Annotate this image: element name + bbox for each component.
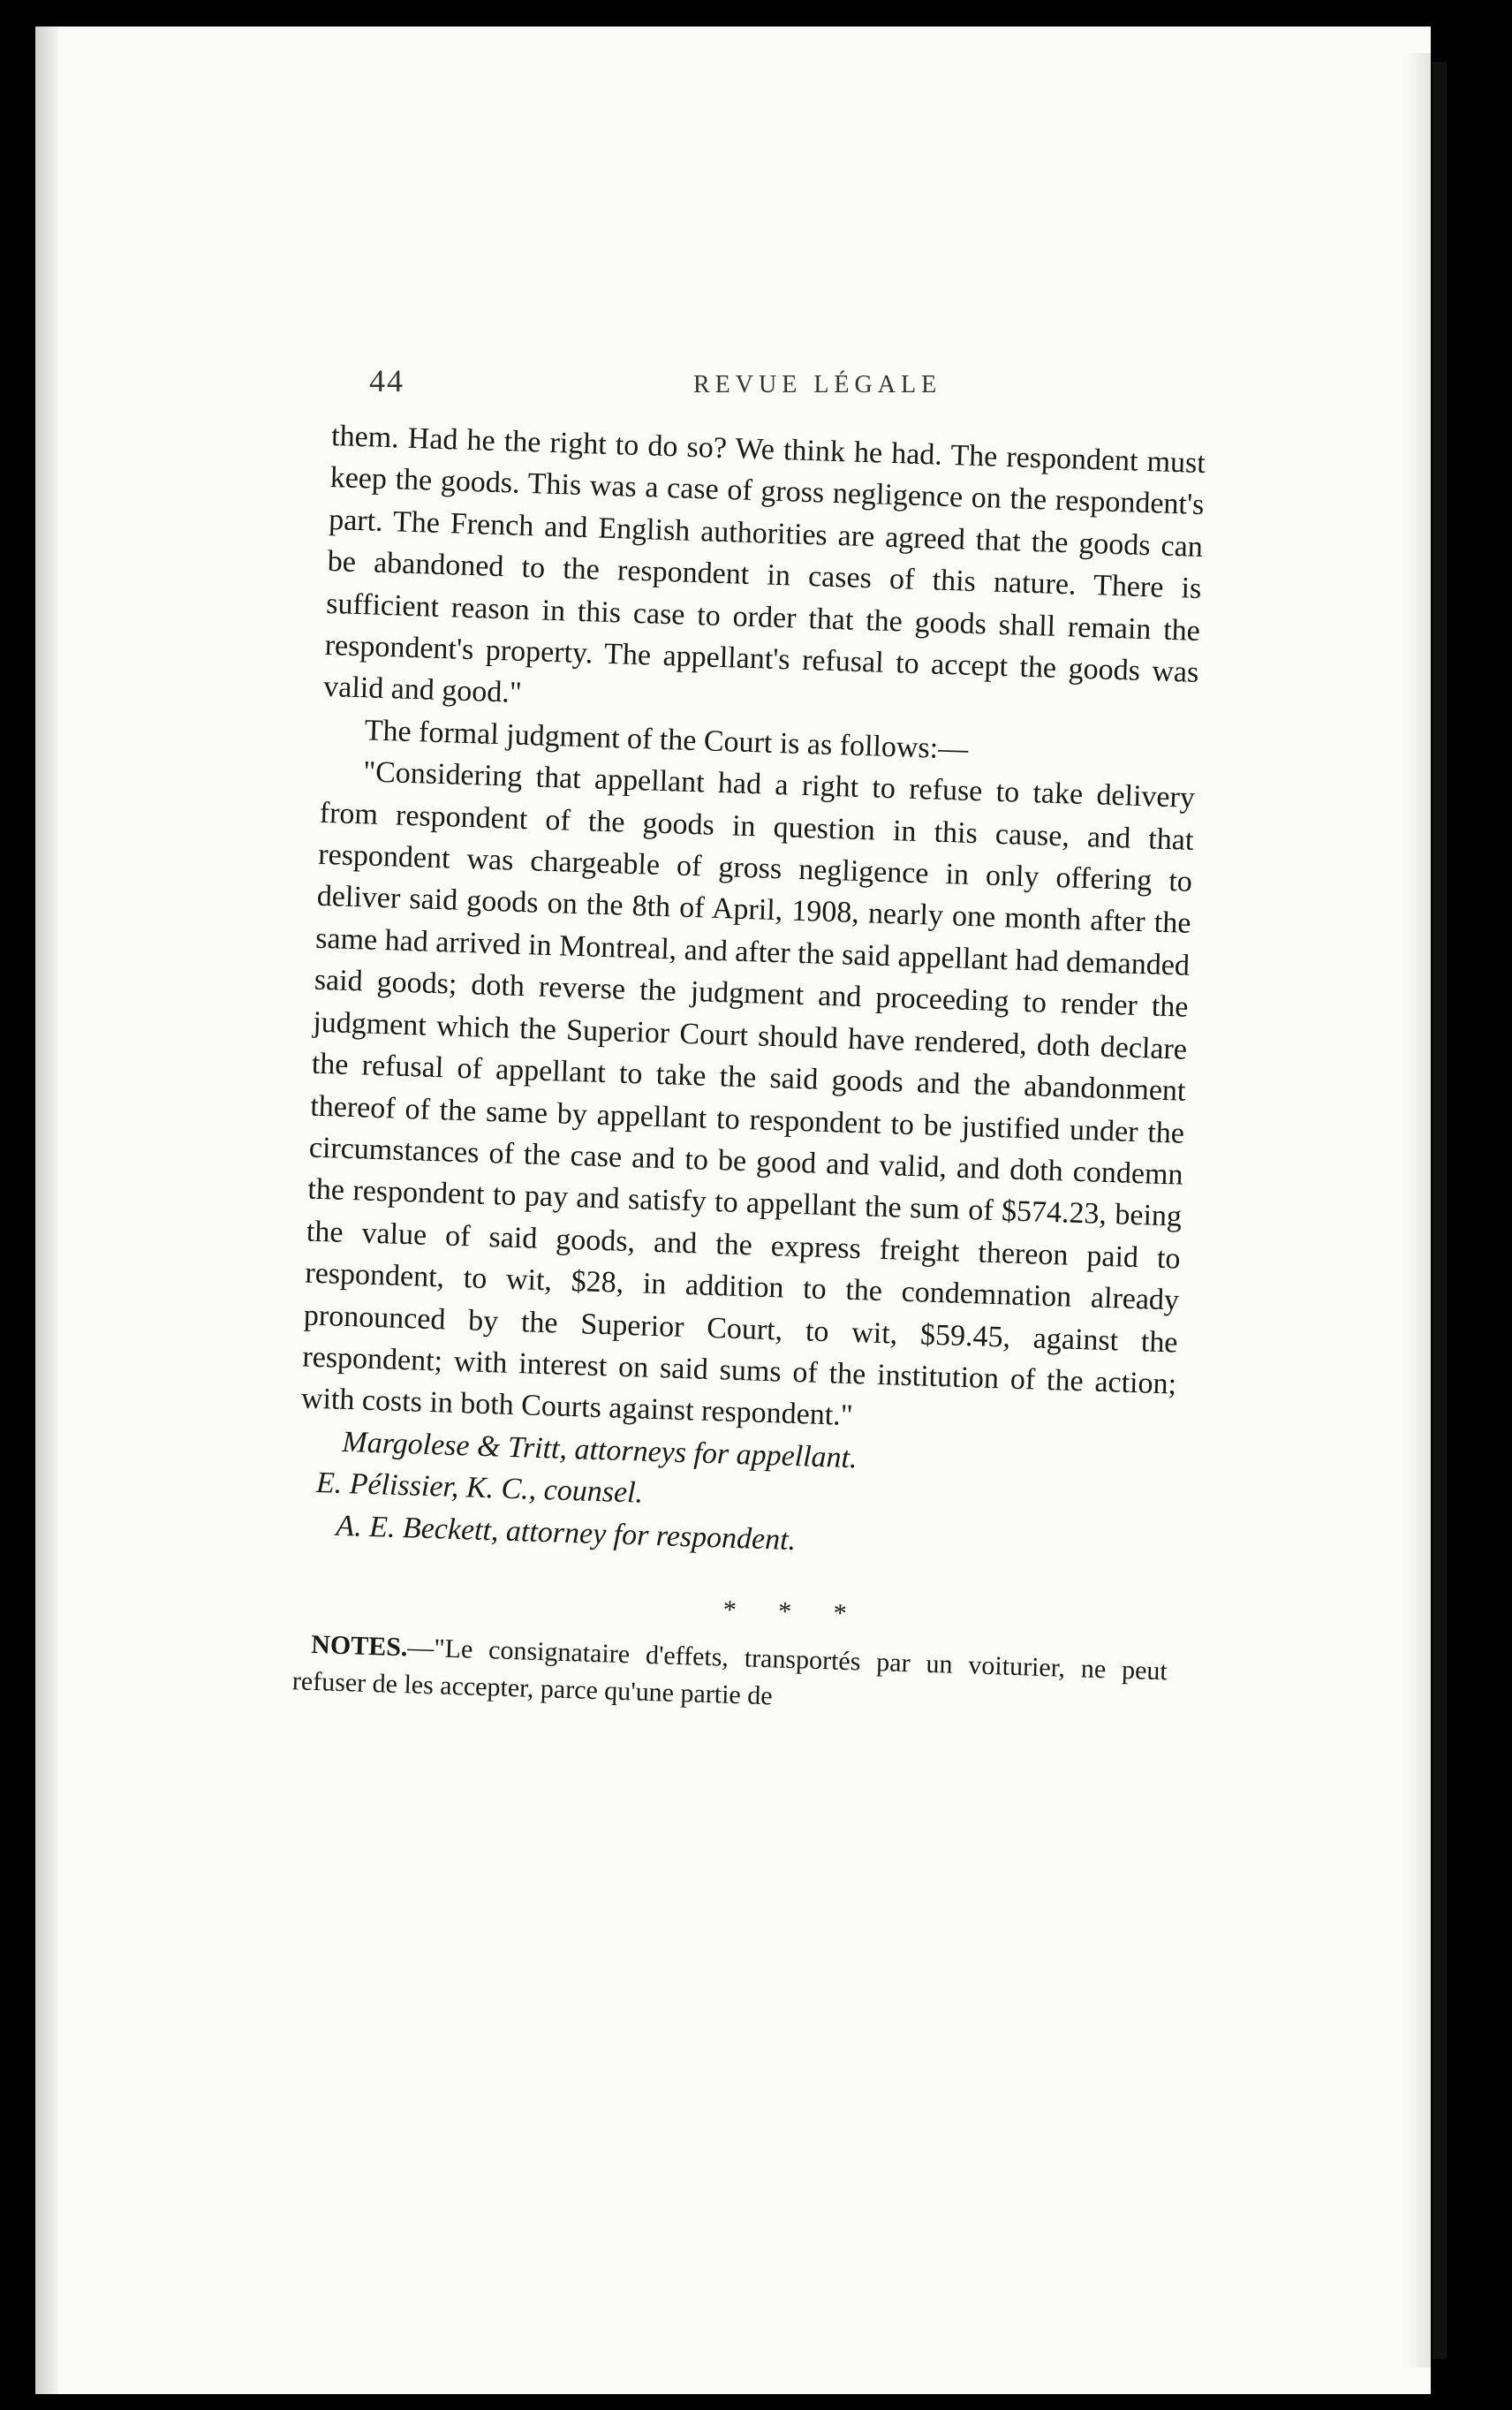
notes-text: —"Le consignataire d'effets, transportés par un voiturier, ne peut refuser de les accepter, parce qu'une partie de [291, 1633, 1168, 1711]
notes-label: NOTES. [310, 1630, 408, 1663]
page-binding-edge [35, 27, 58, 2394]
signature-attorney-respondent: A. E. Beckett, attorney for respondent. [335, 1509, 797, 1557]
body-paragraph-2: The formal judgment of the Court is as follows:— [364, 714, 969, 766]
section-separator: * * * [722, 1595, 866, 1629]
scan-border-bar [1433, 62, 1447, 2359]
body-paragraph-1: them. Had he the right to do so? We think he had. The respondent must keep the goods. This was a case of gross negligence on the respondent's part. The French and English authorities are agreed that the goods can be abandoned to the respondent in cases of this nature. There is sufficient reason in this case to order that the goods shall remain the respondent's property. The appellant's refusal to accept the goods was valid and good." [322, 419, 1206, 710]
page-number: 44 [369, 363, 404, 398]
journal-title: REVUE LÉGALE [693, 371, 942, 398]
signature-counsel: E. Pélissier, K. C., counsel. [315, 1466, 644, 1510]
page-right-shadow [1404, 53, 1431, 2368]
text-block [291, 415, 1206, 1728]
judgment-paragraph: "Considering that appellant had a right to refuse to take delivery from respondent of the goods in question in this cause, and that respondent was chargeable of gross negligence in only offering to deliver said goods on the 8th of April, 1908, nearly one month after the same had arrived in Montreal, and after the said appellant had demanded said goods; doth reverse the judgment and proceeding to render the judgment which the Superior Court should have rendered, doth declare the refusal of appellant to take the said goods and the abandonment thereof of the same by appellant to respondent to be justified under the circumstances of the case and to be good and valid, and doth condemn the respondent to pay and satisfy to appellant the sum of $574.23, being the value of said goods, and the express freight thereon paid to respondent, to wit, $28, in addition to the condemnation already pronounced by the Superior Court, to wit, $59.45, against the respondent; with interest on said sums of the institution of the action; with costs in both Courts against respondent." [300, 755, 1196, 1433]
signature-attorneys-appellant: Margolese & Tritt, attorneys for appellant. [341, 1425, 858, 1474]
